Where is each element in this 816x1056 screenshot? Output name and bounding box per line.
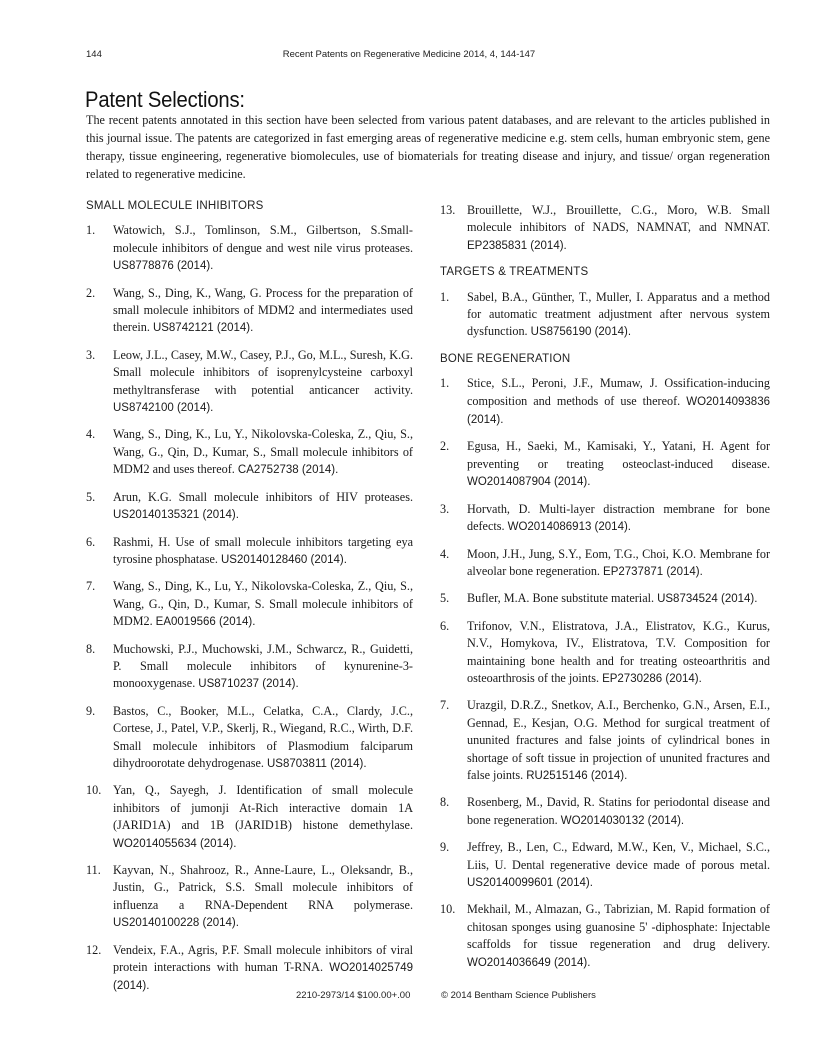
patent-number: WO2014030132 (2014).: [560, 814, 685, 827]
item-number: 3.: [440, 501, 450, 516]
list-item: [86, 578, 413, 631]
patent-number: WO2014025749 (2014).: [113, 962, 414, 993]
list-item: [440, 438, 770, 491]
item-text: Bastos, C., Booker, M.L., Celatka, C.A., Clardy, J.C., Cortese, J., Patel, V.P., Skerlj, R., Wiegand, R.C., Wirth, D.F. Small molecule inhibitors of Plasmodium falciparum dihydroorotate dehydrogenase.: [113, 703, 413, 770]
item-number: 11.: [86, 863, 101, 877]
patent-number: WO2014055634 (2014).: [113, 837, 237, 850]
page-number: 144: [86, 49, 102, 60]
item-number: 13.: [440, 203, 456, 217]
item-text: Sabel, B.A., Günther, T., Muller, I. Apparatus and a method for automatic treatment adjustment after nervous system dysfunction.: [467, 289, 770, 339]
list-item: [440, 202, 770, 255]
list-item: [86, 426, 413, 479]
item-text: Watowich, S.J., Tomlinson, S.M., Gilbertson, S.Small-molecule inhibitors of dengue and west nile virus proteases.: [113, 223, 413, 255]
list-item: [440, 618, 770, 689]
list-item: [86, 641, 413, 694]
list-item: [86, 534, 413, 570]
patent-number: WO2014093836 (2014).: [467, 395, 770, 427]
patent-number: WO2014086913 (2014).: [507, 521, 631, 534]
patent-number: EA0019566 (2014).: [155, 616, 256, 629]
list-item: [86, 782, 413, 853]
item-text: Moon, J.H., Jung, S.Y., Eom, T.G., Choi, K.O. Membrane for alveolar bone regeneration.: [467, 546, 770, 578]
patent-number: CA2752738 (2014).: [237, 464, 339, 477]
section-heading-targets: TARGETS & TREATMENTS: [440, 266, 589, 279]
patent-number: US20140099601 (2014).: [467, 877, 593, 889]
item-text: Arun, K.G. Small molecule inhibitors of HIV proteases.: [113, 489, 413, 504]
section-heading-bone: BONE REGENERATION: [440, 352, 571, 365]
item-text: Wang, S., Ding, K., Lu, Y., Nikolovska-Coleska, Z., Qiu, S., Wang, G., Qin, D., Kumar, S., Small molecule inhibitors of MDM2 and uses thereof.: [113, 427, 413, 477]
patent-number: US20140128460 (2014).: [220, 553, 347, 566]
item-text: Mekhail, M., Almazan, G., Tabrizian, M. Rapid formation of chitosan sponges using guanosine 5' -diphosphate: Injectable scaffolds for tissue regeneration and drug delivery.: [467, 902, 770, 952]
list-item: [440, 794, 770, 830]
item-number: 1.: [440, 376, 450, 391]
item-text: Leow, J.L., Casey, M.W., Casey, P.J., Go, M.L., Suresh, K.G. Small molecule inhibitors of isoprenylcysteine carboxyl methyltransferase with potential anticancer activity.: [113, 347, 413, 397]
copyright-notice: © 2014 Bentham Science Publishers: [441, 990, 596, 1001]
patent-number: WO2014036649 (2014).: [467, 956, 591, 969]
item-number: 7.: [440, 698, 450, 713]
list-item: [440, 839, 770, 892]
list-item: [440, 375, 770, 429]
patent-number: RU2515146 (2014).: [526, 769, 628, 782]
patent-number: US20140135321 (2014).: [113, 509, 239, 522]
list-item: [86, 285, 413, 338]
item-text: Rashmi, H. Use of small molecule inhibitors targeting eya tyrosine phosphatase.: [113, 534, 413, 566]
item-text: Stice, S.L., Peroni, J.F., Mumaw, J. Ossification-inducing composition and methods of use thereof.: [467, 376, 770, 408]
item-number: 5.: [86, 489, 96, 504]
list-item: [86, 942, 413, 996]
list-item: [86, 222, 413, 275]
item-text: Wang, S., Ding, K., Wang, G. Process for the preparation of small molecule inhibitors of MDM2 and intermediates used therein.: [113, 285, 413, 335]
item-number: 5.: [440, 591, 450, 606]
right-column: [440, 202, 770, 981]
item-text: Wang, S., Ding, K., Lu, Y., Nikolovska-Coleska, Z., Qiu, S., Wang, G., Qin, D., Kumar, S. Small molecule inhibitors of MDM2.: [113, 579, 413, 629]
item-number: 10.: [440, 902, 456, 917]
page-title: Patent Selections:: [85, 86, 245, 112]
item-text: Kayvan, N., Shahrooz, R., Anne-Laure, L., Oleksandr, B., Justin, G., Patrick, S.S. Small molecule inhibitors of influenza a RNA-Dependent RNA polymerase.: [113, 863, 413, 912]
patent-number: EP2737871 (2014).: [603, 565, 703, 578]
item-text: Yan, Q., Sayegh, J. Identification of small molecule inhibitors of jumonji At-Rich interactive domain 1A (JARID1A) and 1B (JARID1B) histone demethylase.: [113, 783, 413, 833]
item-text: Rosenberg, M., David, R. Statins for periodontal disease and bone regeneration.: [467, 795, 770, 827]
patent-number: US20140100228 (2014).: [113, 917, 239, 930]
item-number: 12.: [86, 942, 102, 957]
item-number: 3.: [86, 347, 96, 362]
list-item: [440, 546, 770, 582]
running-head: [86, 49, 732, 63]
intro-paragraph: The recent patents annotated in this section have been selected from various patent databases, and are relevant to the articles published in this journal issue. The patents are categorized in fast emerging areas of regenerative medicine e.g. stem cells, human embryonic stem, gene therapy, tissue engineering, regenerative biomolecules, use of biomaterials for treating disease and injury, and tissue/ organ regeneration related to regenerative medicine.: [86, 113, 770, 181]
list-item: [440, 697, 770, 785]
section-heading-small-molecule: SMALL MOLECULE INHIBITORS: [86, 200, 264, 212]
item-number: 9.: [440, 840, 450, 855]
issn-price: 2210-2973/14 $100.00+.00: [296, 990, 411, 1001]
item-number: 6.: [86, 534, 96, 549]
list-item: [440, 289, 770, 342]
item-number: 4.: [86, 427, 96, 442]
item-number: 1.: [440, 289, 450, 304]
list-item: [86, 862, 413, 933]
patent-number: WO2014087904 (2014).: [467, 476, 591, 489]
left-column: [86, 198, 413, 1005]
list-item: [86, 703, 413, 774]
list-item: [440, 901, 770, 972]
small-molecule-list: [86, 222, 413, 995]
item-number: 6.: [440, 618, 450, 633]
patent-number: US8742121 (2014).: [152, 322, 254, 335]
patent-number: EP2730286 (2014).: [602, 672, 702, 685]
patent-number: US8742100 (2014).: [113, 402, 214, 415]
list-item: [440, 501, 770, 537]
item-number: 1.: [86, 223, 96, 238]
patent-number: US8734524 (2014).: [657, 593, 758, 606]
patent-number: US8778876 (2014).: [113, 260, 214, 273]
item-text: Egusa, H., Saeki, M., Kamisaki, Y., Yatani, H. Agent for preventing or treating osteoclast-induced disease.: [467, 439, 770, 471]
bone-list: [440, 375, 770, 972]
item-text: Vendeix, F.A., Agris, P.F. Small molecule inhibitors of viral protein interactions with human T-RNA.: [113, 942, 413, 975]
patent-number: US8756190 (2014).: [530, 326, 632, 339]
list-item: [86, 489, 413, 525]
targets-list: [440, 289, 770, 342]
item-number: 8.: [440, 795, 450, 810]
patent-number: US8710237 (2014).: [198, 678, 299, 691]
patent-number: US8703811 (2014).: [267, 757, 367, 770]
patent-number: EP2385831 (2014).: [467, 239, 567, 252]
item-number: 4.: [440, 546, 450, 561]
item-number: 2.: [440, 439, 450, 454]
item-text: Bufler, M.A. Bone substitute material.: [467, 591, 655, 606]
item-number: 2.: [86, 285, 96, 300]
item-text: Trifonov, V.N., Elistratova, J.A., Elistratov, K.G., Kurus, N.V., Homykova, IV., Elistratova, T.V. Composition for maintaining bone health and for treating osteoarthritis and osteoarthrosis of the joints.: [467, 618, 770, 685]
small-molecule-list-continued: [440, 202, 770, 255]
list-item: [86, 347, 413, 418]
item-text: Urazgil, D.R.Z., Snetkov, A.I., Berchenko, G.N., Arsen, E.I., Gennad, E., Kesjan, O.G. Method for surgical treatment of ununited fractures and false joints of cylindrical bones in shortage of soft tissue in projection of ununited fractures and false joints.: [467, 698, 770, 782]
item-number: 9.: [86, 703, 96, 718]
item-number: 10.: [86, 783, 102, 798]
item-number: 8.: [86, 641, 96, 656]
journal-citation: Recent Patents on Regenerative Medicine 2014, 4, 144-147: [282, 49, 536, 60]
item-number: 7.: [86, 579, 96, 594]
item-text: Muchowski, P.J., Muchowski, J.M., Schwarcz, R., Guidetti, P. Small molecule inhibitors of kynurenine-3-monooxygenase.: [113, 641, 413, 691]
list-item: [440, 590, 770, 608]
item-text: Horvath, D. Multi-layer distraction membrane for bone defects.: [467, 501, 770, 534]
item-text: Jeffrey, B., Len, C., Edward, M.W., Ken, V., Michael, S.C., Liis, U. Dental regenerative device made of porous metal.: [467, 840, 770, 872]
item-text: Brouillette, W.J., Brouillette, C.G., Moro, W.B. Small molecule inhibitors of NADS, NAMNAT, and NMNAT.: [467, 203, 770, 235]
